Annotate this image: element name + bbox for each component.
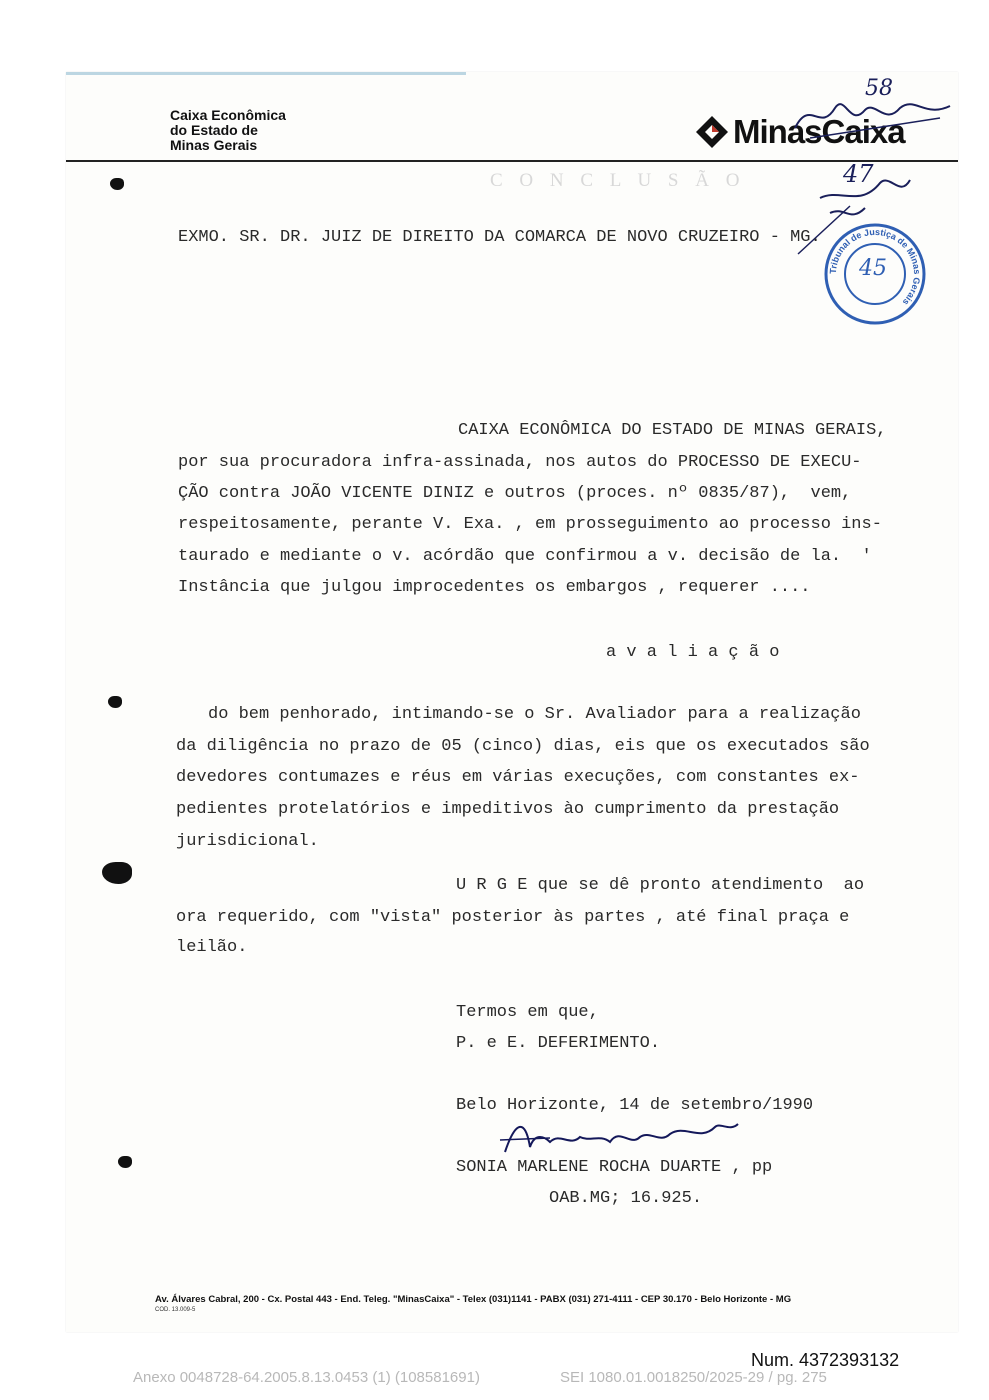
paragraph-1-line: por sua procuradora infra-assinada, nos autos do PROCESSO DE EXECU- <box>178 453 862 472</box>
footer-address: Av. Álvares Cabral, 200 - Cx. Postal 443 - End. Teleg. "MinasCaixa" - Telex (031)1141 - PABX (031) 271-4111 - CEP 30.170 - Belo Horizonte - MG <box>155 1294 792 1305</box>
paragraph-1-line: respeitosamente, perante V. Exa. , em prosseguimento ao processo ins- <box>178 515 882 534</box>
paragraph-2-line: do bem penhorado, intimando-se o Sr. Avaliador para a realização <box>208 705 861 724</box>
closing-line-1: Termos em que, <box>456 1003 599 1022</box>
paragraph-3-line: ora requerido, com "vista" posterior às partes , até final praça e <box>176 908 850 927</box>
logo-diamond-icon <box>695 115 729 149</box>
court-stamp <box>823 222 927 331</box>
handwritten-page-number: 58 <box>865 76 893 101</box>
paragraph-2-line: da diligência no prazo de 05 (cinco) dias, eis que os executados são <box>176 737 870 756</box>
signatory-name: SONIA MARLENE ROCHA DUARTE , pp <box>456 1158 773 1177</box>
logo-text: MinasCaixa <box>733 113 905 150</box>
show-through-text: C O N C L U S Ã O <box>490 170 746 191</box>
svg-text:Tribunal de Justiça de Minas G: Tribunal de Justiça de Minas Gerais <box>827 226 923 308</box>
organization-name <box>170 108 286 153</box>
handwritten-signature-top <box>790 88 960 148</box>
paragraph-3-line: U R G E que se dê pronto atendimento ao <box>456 876 865 895</box>
sei-reference: SEI 1080.01.0018250/2025-29 / pg. 275 <box>560 1369 827 1386</box>
org-line-1: Caixa Econômica <box>170 107 286 123</box>
paragraph-2-line: pedientes protelatórios e impeditivos ào cumprimento da prestação <box>176 800 840 819</box>
margin-mark <box>108 696 122 708</box>
annex-reference: Anexo 0048728-64.2005.8.13.0453 (1) (108581691) <box>133 1369 480 1386</box>
paragraph-1-line: ÇÃO contra JOÃO VICENTE DINIZ e outros (proces. nº 0835/87), vem, <box>178 484 852 503</box>
paragraph-1-line: Instância que julgou improcedentes os embargos , requerer .... <box>178 578 811 597</box>
punch-hole-mark <box>102 862 132 884</box>
top-edge-strip <box>66 72 466 75</box>
avaliacao-heading: a v a l i a ç ã o <box>606 643 780 662</box>
footer-code: COD. 13.009-5 <box>155 1307 196 1313</box>
stamp-handwritten-number: 45 <box>859 256 887 281</box>
paragraph-2-line: devedores contumazes e réus em várias execuções, com constantes ex- <box>176 768 860 787</box>
margin-mark <box>118 1156 132 1168</box>
paragraph-2-line: jurisdicional. <box>176 832 319 851</box>
document-number: Num. 4372393132 <box>751 1350 900 1370</box>
org-line-3: Minas Gerais <box>170 137 258 153</box>
oab-number: OAB.MG; 16.925. <box>549 1189 703 1208</box>
margin-mark <box>110 178 124 190</box>
handwritten-number-mid: 47 <box>843 160 874 188</box>
paragraph-3-line: leilão. <box>176 938 248 957</box>
header-rule <box>66 160 958 162</box>
date-line: Belo Horizonte, 14 de setembro/1990 <box>456 1096 814 1115</box>
paragraph-1-line: CAIXA ECONÔMICA DO ESTADO DE MINAS GERAIS, <box>458 421 887 440</box>
paragraph-1-line: taurado e mediante o v. acórdão que confirmou a v. decisão de la. ' <box>178 547 872 566</box>
handwritten-signature <box>490 1112 750 1162</box>
closing-line-2: P. e E. DEFERIMENTO. <box>456 1034 661 1053</box>
addressee: EXMO. SR. DR. JUIZ DE DIREITO DA COMARCA DE NOVO CRUZEIRO - MG. <box>178 228 821 247</box>
org-line-2: do Estado de <box>170 122 258 138</box>
